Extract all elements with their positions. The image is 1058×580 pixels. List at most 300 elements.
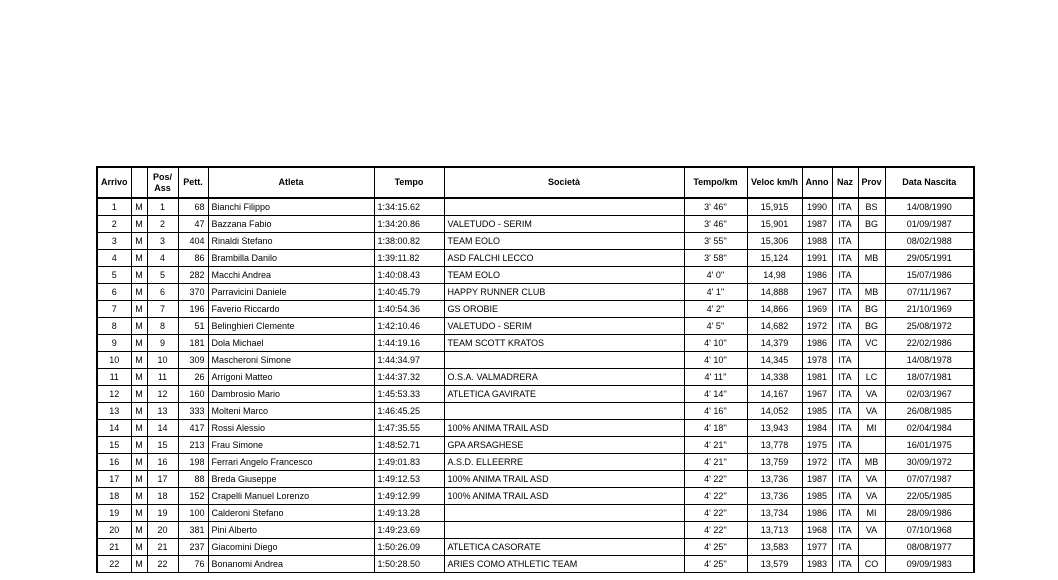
cell-provincia: BS bbox=[858, 198, 885, 216]
cell-tempo-km: 4' 22'' bbox=[684, 471, 747, 488]
cell-anno: 1986 bbox=[802, 505, 832, 522]
cell-anno: 1972 bbox=[802, 454, 832, 471]
cell-pettorale: 152 bbox=[178, 488, 208, 505]
cell-atleta: Bonanomi Andrea bbox=[208, 556, 374, 573]
table-body bbox=[97, 198, 974, 573]
cell-provincia bbox=[858, 233, 885, 250]
table-row bbox=[97, 420, 974, 437]
cell-pos-ass: 1 bbox=[147, 198, 178, 216]
cell-nazione: ITA bbox=[832, 556, 858, 573]
cell-arrivo: 8 bbox=[97, 318, 131, 335]
cell-tempo: 1:49:12.53 bbox=[374, 471, 444, 488]
cell-nazione: ITA bbox=[832, 216, 858, 233]
cell-atleta: Dambrosio Mario bbox=[208, 386, 374, 403]
header-atleta: Atleta bbox=[208, 167, 374, 198]
header-pos-ass: Pos/ Ass bbox=[147, 167, 178, 198]
cell-anno: 1984 bbox=[802, 420, 832, 437]
cell-data-nascita: 07/11/1967 bbox=[885, 284, 974, 301]
cell-pos-ass: 11 bbox=[147, 369, 178, 386]
cell-tempo-km: 4' 10'' bbox=[684, 335, 747, 352]
cell-data-nascita: 02/04/1984 bbox=[885, 420, 974, 437]
cell-pos-ass: 13 bbox=[147, 403, 178, 420]
cell-anno: 1967 bbox=[802, 386, 832, 403]
cell-sesso: M bbox=[131, 352, 147, 369]
cell-pettorale: 381 bbox=[178, 522, 208, 539]
cell-atleta: Bazzana Fabio bbox=[208, 216, 374, 233]
cell-atleta: Ferrari Angelo Francesco bbox=[208, 454, 374, 471]
table-header bbox=[97, 167, 974, 198]
cell-velocita: 13,759 bbox=[747, 454, 802, 471]
cell-anno: 1987 bbox=[802, 471, 832, 488]
cell-arrivo: 17 bbox=[97, 471, 131, 488]
cell-data-nascita: 07/07/1987 bbox=[885, 471, 974, 488]
cell-anno: 1981 bbox=[802, 369, 832, 386]
cell-pos-ass: 12 bbox=[147, 386, 178, 403]
table-row bbox=[97, 250, 974, 267]
cell-provincia: BG bbox=[858, 216, 885, 233]
cell-data-nascita: 16/01/1975 bbox=[885, 437, 974, 454]
cell-pettorale: 88 bbox=[178, 471, 208, 488]
cell-tempo: 1:50:26.09 bbox=[374, 539, 444, 556]
cell-nazione: ITA bbox=[832, 488, 858, 505]
cell-sesso: M bbox=[131, 284, 147, 301]
cell-tempo-km: 3' 46'' bbox=[684, 216, 747, 233]
cell-pos-ass: 20 bbox=[147, 522, 178, 539]
header-arrivo: Arrivo bbox=[97, 167, 131, 198]
cell-pos-ass: 8 bbox=[147, 318, 178, 335]
cell-pettorale: 76 bbox=[178, 556, 208, 573]
cell-tempo-km: 4' 25'' bbox=[684, 556, 747, 573]
cell-sesso: M bbox=[131, 386, 147, 403]
cell-tempo-km: 4' 10'' bbox=[684, 352, 747, 369]
cell-arrivo: 22 bbox=[97, 556, 131, 573]
header-tempo-km: Tempo/km bbox=[684, 167, 747, 198]
cell-societa: 100% ANIMA TRAIL ASD bbox=[444, 420, 684, 437]
cell-tempo: 1:38:00.82 bbox=[374, 233, 444, 250]
cell-societa: GS OROBIE bbox=[444, 301, 684, 318]
table-row bbox=[97, 267, 974, 284]
cell-tempo-km: 4' 22'' bbox=[684, 522, 747, 539]
cell-nazione: ITA bbox=[832, 301, 858, 318]
cell-societa: A.S.D. ELLEERRE bbox=[444, 454, 684, 471]
cell-societa bbox=[444, 403, 684, 420]
header-tempo: Tempo bbox=[374, 167, 444, 198]
cell-atleta: Rossi Alessio bbox=[208, 420, 374, 437]
cell-nazione: ITA bbox=[832, 454, 858, 471]
cell-provincia: CO bbox=[858, 556, 885, 573]
table-row bbox=[97, 352, 974, 369]
cell-pos-ass: 18 bbox=[147, 488, 178, 505]
cell-societa: GPA ARSAGHESE bbox=[444, 437, 684, 454]
cell-societa: ATLETICA CASORATE bbox=[444, 539, 684, 556]
cell-nazione: ITA bbox=[832, 233, 858, 250]
cell-societa bbox=[444, 522, 684, 539]
cell-tempo: 1:40:08.43 bbox=[374, 267, 444, 284]
cell-tempo-km: 4' 0'' bbox=[684, 267, 747, 284]
cell-sesso: M bbox=[131, 505, 147, 522]
cell-tempo: 1:49:23.69 bbox=[374, 522, 444, 539]
cell-sesso: M bbox=[131, 437, 147, 454]
cell-societa: HAPPY RUNNER CLUB bbox=[444, 284, 684, 301]
cell-nazione: ITA bbox=[832, 471, 858, 488]
cell-anno: 1985 bbox=[802, 488, 832, 505]
cell-provincia bbox=[858, 352, 885, 369]
cell-arrivo: 12 bbox=[97, 386, 131, 403]
cell-anno: 1983 bbox=[802, 556, 832, 573]
cell-nazione: ITA bbox=[832, 250, 858, 267]
cell-nazione: ITA bbox=[832, 335, 858, 352]
cell-tempo: 1:49:01.83 bbox=[374, 454, 444, 471]
cell-tempo: 1:50:28.50 bbox=[374, 556, 444, 573]
table-row bbox=[97, 403, 974, 420]
cell-tempo: 1:44:37.32 bbox=[374, 369, 444, 386]
cell-sesso: M bbox=[131, 198, 147, 216]
cell-tempo-km: 4' 18'' bbox=[684, 420, 747, 437]
cell-arrivo: 5 bbox=[97, 267, 131, 284]
cell-anno: 1985 bbox=[802, 403, 832, 420]
cell-provincia: VA bbox=[858, 386, 885, 403]
cell-data-nascita: 29/05/1991 bbox=[885, 250, 974, 267]
cell-anno: 1988 bbox=[802, 233, 832, 250]
cell-tempo-km: 4' 21'' bbox=[684, 437, 747, 454]
cell-tempo: 1:46:45.25 bbox=[374, 403, 444, 420]
cell-nazione: ITA bbox=[832, 318, 858, 335]
header-data-nascita: Data Nascita bbox=[885, 167, 974, 198]
table-row bbox=[97, 335, 974, 352]
cell-societa: TEAM SCOTT KRATOS bbox=[444, 335, 684, 352]
cell-sesso: M bbox=[131, 556, 147, 573]
cell-atleta: Molteni Marco bbox=[208, 403, 374, 420]
cell-data-nascita: 30/09/1972 bbox=[885, 454, 974, 471]
cell-provincia: VA bbox=[858, 471, 885, 488]
cell-anno: 1987 bbox=[802, 216, 832, 233]
cell-provincia bbox=[858, 267, 885, 284]
cell-tempo-km: 3' 55'' bbox=[684, 233, 747, 250]
cell-tempo: 1:40:54.36 bbox=[374, 301, 444, 318]
cell-velocita: 14,379 bbox=[747, 335, 802, 352]
cell-data-nascita: 22/02/1986 bbox=[885, 335, 974, 352]
table-row bbox=[97, 198, 974, 216]
cell-sesso: M bbox=[131, 267, 147, 284]
table-row bbox=[97, 386, 974, 403]
cell-arrivo: 21 bbox=[97, 539, 131, 556]
cell-velocita: 13,579 bbox=[747, 556, 802, 573]
cell-pettorale: 51 bbox=[178, 318, 208, 335]
header-row bbox=[97, 167, 974, 198]
header-anno: Anno bbox=[802, 167, 832, 198]
cell-societa: 100% ANIMA TRAIL ASD bbox=[444, 488, 684, 505]
cell-nazione: ITA bbox=[832, 284, 858, 301]
cell-nazione: ITA bbox=[832, 267, 858, 284]
cell-provincia: VA bbox=[858, 522, 885, 539]
cell-societa bbox=[444, 505, 684, 522]
cell-sesso: M bbox=[131, 403, 147, 420]
cell-pettorale: 181 bbox=[178, 335, 208, 352]
table-row bbox=[97, 539, 974, 556]
cell-atleta: Crapelli Manuel Lorenzo bbox=[208, 488, 374, 505]
cell-anno: 1967 bbox=[802, 284, 832, 301]
cell-data-nascita: 28/09/1986 bbox=[885, 505, 974, 522]
cell-anno: 1978 bbox=[802, 352, 832, 369]
cell-atleta: Parravicini Daniele bbox=[208, 284, 374, 301]
cell-provincia: LC bbox=[858, 369, 885, 386]
header-societa: Società bbox=[444, 167, 684, 198]
cell-tempo-km: 4' 14'' bbox=[684, 386, 747, 403]
cell-nazione: ITA bbox=[832, 198, 858, 216]
cell-atleta: Breda Giuseppe bbox=[208, 471, 374, 488]
header-pettorale: Pett. bbox=[178, 167, 208, 198]
cell-arrivo: 3 bbox=[97, 233, 131, 250]
cell-arrivo: 20 bbox=[97, 522, 131, 539]
cell-velocita: 13,713 bbox=[747, 522, 802, 539]
cell-societa: O.S.A. VALMADRERA bbox=[444, 369, 684, 386]
cell-pettorale: 47 bbox=[178, 216, 208, 233]
cell-velocita: 15,306 bbox=[747, 233, 802, 250]
cell-atleta: Brambilla Danilo bbox=[208, 250, 374, 267]
cell-pos-ass: 6 bbox=[147, 284, 178, 301]
cell-pettorale: 417 bbox=[178, 420, 208, 437]
cell-sesso: M bbox=[131, 250, 147, 267]
cell-data-nascita: 25/08/1972 bbox=[885, 318, 974, 335]
cell-tempo: 1:48:52.71 bbox=[374, 437, 444, 454]
cell-arrivo: 6 bbox=[97, 284, 131, 301]
table-row bbox=[97, 216, 974, 233]
cell-societa: ARIES COMO ATHLETIC TEAM bbox=[444, 556, 684, 573]
cell-data-nascita: 01/09/1987 bbox=[885, 216, 974, 233]
cell-velocita: 14,167 bbox=[747, 386, 802, 403]
cell-arrivo: 4 bbox=[97, 250, 131, 267]
cell-tempo: 1:44:34.97 bbox=[374, 352, 444, 369]
cell-arrivo: 9 bbox=[97, 335, 131, 352]
cell-sesso: M bbox=[131, 233, 147, 250]
cell-societa: ASD FALCHI LECCO bbox=[444, 250, 684, 267]
cell-anno: 1969 bbox=[802, 301, 832, 318]
table-row bbox=[97, 318, 974, 335]
header-nazione: Naz bbox=[832, 167, 858, 198]
cell-data-nascita: 21/10/1969 bbox=[885, 301, 974, 318]
cell-arrivo: 16 bbox=[97, 454, 131, 471]
cell-provincia bbox=[858, 437, 885, 454]
cell-arrivo: 14 bbox=[97, 420, 131, 437]
cell-velocita: 13,736 bbox=[747, 488, 802, 505]
cell-velocita: 14,682 bbox=[747, 318, 802, 335]
cell-tempo-km: 4' 21'' bbox=[684, 454, 747, 471]
cell-velocita: 15,901 bbox=[747, 216, 802, 233]
table-row bbox=[97, 556, 974, 573]
cell-pos-ass: 15 bbox=[147, 437, 178, 454]
cell-velocita: 14,052 bbox=[747, 403, 802, 420]
cell-pettorale: 86 bbox=[178, 250, 208, 267]
cell-societa bbox=[444, 198, 684, 216]
cell-tempo: 1:49:13.28 bbox=[374, 505, 444, 522]
cell-tempo-km: 4' 2'' bbox=[684, 301, 747, 318]
cell-atleta: Pini Alberto bbox=[208, 522, 374, 539]
header-velocita: Veloc km/h bbox=[747, 167, 802, 198]
cell-atleta: Giacomini Diego bbox=[208, 539, 374, 556]
cell-anno: 1986 bbox=[802, 267, 832, 284]
cell-societa: VALETUDO - SERIM bbox=[444, 318, 684, 335]
cell-data-nascita: 02/03/1967 bbox=[885, 386, 974, 403]
cell-provincia: MI bbox=[858, 505, 885, 522]
cell-tempo: 1:34:20.86 bbox=[374, 216, 444, 233]
cell-velocita: 14,98 bbox=[747, 267, 802, 284]
cell-tempo-km: 4' 25'' bbox=[684, 539, 747, 556]
cell-pos-ass: 7 bbox=[147, 301, 178, 318]
cell-pos-ass: 22 bbox=[147, 556, 178, 573]
cell-provincia: MI bbox=[858, 420, 885, 437]
header-provincia: Prov bbox=[858, 167, 885, 198]
cell-velocita: 14,345 bbox=[747, 352, 802, 369]
cell-provincia: VA bbox=[858, 488, 885, 505]
cell-societa: VALETUDO - SERIM bbox=[444, 216, 684, 233]
cell-sesso: M bbox=[131, 471, 147, 488]
cell-data-nascita: 14/08/1978 bbox=[885, 352, 974, 369]
cell-velocita: 15,124 bbox=[747, 250, 802, 267]
cell-tempo: 1:44:19.16 bbox=[374, 335, 444, 352]
cell-pettorale: 404 bbox=[178, 233, 208, 250]
cell-anno: 1990 bbox=[802, 198, 832, 216]
cell-atleta: Calderoni Stefano bbox=[208, 505, 374, 522]
cell-arrivo: 10 bbox=[97, 352, 131, 369]
cell-atleta: Bianchi Filippo bbox=[208, 198, 374, 216]
cell-pos-ass: 14 bbox=[147, 420, 178, 437]
cell-sesso: M bbox=[131, 522, 147, 539]
cell-arrivo: 7 bbox=[97, 301, 131, 318]
cell-tempo: 1:45:53.33 bbox=[374, 386, 444, 403]
cell-nazione: ITA bbox=[832, 505, 858, 522]
cell-societa: ATLETICA GAVIRATE bbox=[444, 386, 684, 403]
cell-data-nascita: 22/05/1985 bbox=[885, 488, 974, 505]
table-row bbox=[97, 488, 974, 505]
cell-provincia: BG bbox=[858, 301, 885, 318]
cell-data-nascita: 14/08/1990 bbox=[885, 198, 974, 216]
cell-nazione: ITA bbox=[832, 403, 858, 420]
cell-sesso: M bbox=[131, 488, 147, 505]
cell-sesso: M bbox=[131, 369, 147, 386]
cell-tempo-km: 4' 5'' bbox=[684, 318, 747, 335]
cell-pettorale: 282 bbox=[178, 267, 208, 284]
cell-pettorale: 333 bbox=[178, 403, 208, 420]
cell-pettorale: 100 bbox=[178, 505, 208, 522]
cell-arrivo: 18 bbox=[97, 488, 131, 505]
cell-sesso: M bbox=[131, 420, 147, 437]
cell-anno: 1968 bbox=[802, 522, 832, 539]
cell-pettorale: 198 bbox=[178, 454, 208, 471]
cell-provincia: BG bbox=[858, 318, 885, 335]
cell-pettorale: 196 bbox=[178, 301, 208, 318]
cell-provincia: VC bbox=[858, 335, 885, 352]
cell-pos-ass: 10 bbox=[147, 352, 178, 369]
cell-data-nascita: 15/07/1986 bbox=[885, 267, 974, 284]
cell-arrivo: 11 bbox=[97, 369, 131, 386]
cell-anno: 1975 bbox=[802, 437, 832, 454]
cell-atleta: Arrigoni Matteo bbox=[208, 369, 374, 386]
cell-sesso: M bbox=[131, 318, 147, 335]
cell-pos-ass: 5 bbox=[147, 267, 178, 284]
cell-societa: TEAM EOLO bbox=[444, 233, 684, 250]
cell-nazione: ITA bbox=[832, 386, 858, 403]
cell-nazione: ITA bbox=[832, 352, 858, 369]
cell-pos-ass: 2 bbox=[147, 216, 178, 233]
cell-societa: TEAM EOLO bbox=[444, 267, 684, 284]
cell-pettorale: 160 bbox=[178, 386, 208, 403]
cell-provincia: MB bbox=[858, 250, 885, 267]
table-row bbox=[97, 522, 974, 539]
cell-data-nascita: 09/09/1983 bbox=[885, 556, 974, 573]
cell-provincia: MB bbox=[858, 454, 885, 471]
cell-provincia bbox=[858, 539, 885, 556]
cell-provincia: MB bbox=[858, 284, 885, 301]
cell-velocita: 13,734 bbox=[747, 505, 802, 522]
table-row bbox=[97, 471, 974, 488]
cell-data-nascita: 08/02/1988 bbox=[885, 233, 974, 250]
cell-velocita: 14,338 bbox=[747, 369, 802, 386]
cell-tempo-km: 4' 22'' bbox=[684, 488, 747, 505]
cell-pettorale: 26 bbox=[178, 369, 208, 386]
cell-tempo: 1:39:11.82 bbox=[374, 250, 444, 267]
cell-atleta: Faverio Riccardo bbox=[208, 301, 374, 318]
results-table bbox=[96, 166, 975, 573]
cell-tempo-km: 4' 16'' bbox=[684, 403, 747, 420]
cell-nazione: ITA bbox=[832, 437, 858, 454]
cell-nazione: ITA bbox=[832, 539, 858, 556]
cell-anno: 1986 bbox=[802, 335, 832, 352]
cell-pos-ass: 3 bbox=[147, 233, 178, 250]
cell-pos-ass: 9 bbox=[147, 335, 178, 352]
cell-pettorale: 370 bbox=[178, 284, 208, 301]
cell-pos-ass: 4 bbox=[147, 250, 178, 267]
table-row bbox=[97, 233, 974, 250]
cell-sesso: M bbox=[131, 216, 147, 233]
cell-pos-ass: 16 bbox=[147, 454, 178, 471]
cell-arrivo: 13 bbox=[97, 403, 131, 420]
cell-tempo-km: 3' 58'' bbox=[684, 250, 747, 267]
cell-arrivo: 2 bbox=[97, 216, 131, 233]
cell-data-nascita: 07/10/1968 bbox=[885, 522, 974, 539]
cell-data-nascita: 18/07/1981 bbox=[885, 369, 974, 386]
cell-arrivo: 15 bbox=[97, 437, 131, 454]
cell-tempo: 1:47:35.55 bbox=[374, 420, 444, 437]
cell-arrivo: 19 bbox=[97, 505, 131, 522]
cell-tempo-km: 4' 11'' bbox=[684, 369, 747, 386]
cell-velocita: 14,866 bbox=[747, 301, 802, 318]
cell-arrivo: 1 bbox=[97, 198, 131, 216]
table-row bbox=[97, 454, 974, 471]
cell-velocita: 13,778 bbox=[747, 437, 802, 454]
cell-atleta: Frau Simone bbox=[208, 437, 374, 454]
cell-sesso: M bbox=[131, 335, 147, 352]
cell-atleta: Belinghieri Clemente bbox=[208, 318, 374, 335]
cell-provincia: VA bbox=[858, 403, 885, 420]
cell-sesso: M bbox=[131, 454, 147, 471]
cell-tempo-km: 4' 1'' bbox=[684, 284, 747, 301]
cell-tempo-km: 3' 46'' bbox=[684, 198, 747, 216]
cell-societa bbox=[444, 352, 684, 369]
cell-velocita: 13,736 bbox=[747, 471, 802, 488]
cell-pos-ass: 21 bbox=[147, 539, 178, 556]
cell-atleta: Rinaldi Stefano bbox=[208, 233, 374, 250]
cell-tempo: 1:34:15.62 bbox=[374, 198, 444, 216]
cell-nazione: ITA bbox=[832, 369, 858, 386]
cell-tempo: 1:42:10.46 bbox=[374, 318, 444, 335]
cell-velocita: 13,583 bbox=[747, 539, 802, 556]
table-row bbox=[97, 301, 974, 318]
cell-anno: 1991 bbox=[802, 250, 832, 267]
cell-tempo: 1:40:45.79 bbox=[374, 284, 444, 301]
cell-pos-ass: 17 bbox=[147, 471, 178, 488]
cell-nazione: ITA bbox=[832, 420, 858, 437]
cell-pettorale: 68 bbox=[178, 198, 208, 216]
